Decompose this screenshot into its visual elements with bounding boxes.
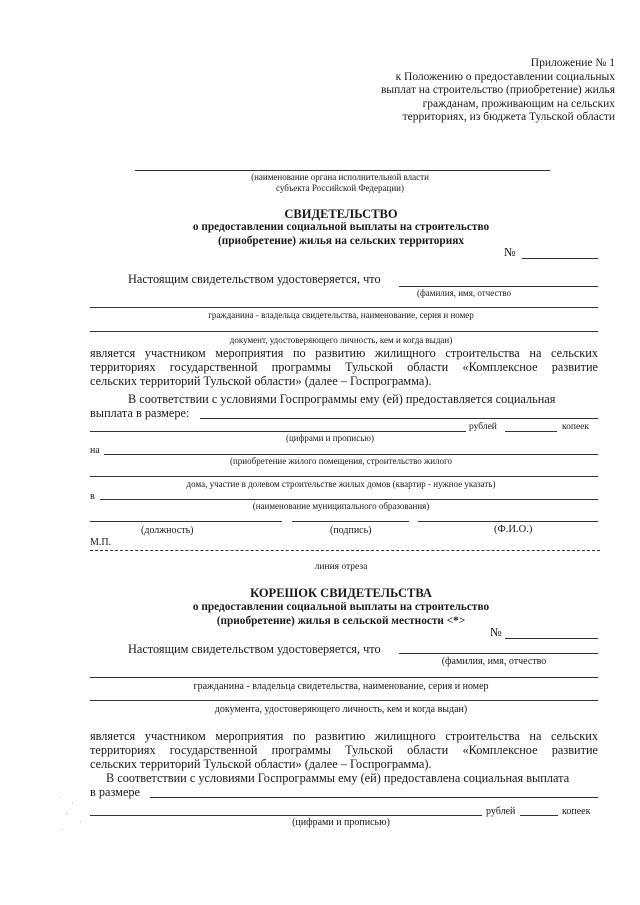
caption-purchase: (приобретение жилого помещения, строительство жилого [229,456,453,466]
kopecks-label: копеек [562,422,590,432]
na-label: на [90,445,100,456]
caption-signature: (подпись) [330,525,372,536]
stub-amount-label: в размере [90,785,141,799]
appendix-line: к Положению о предоставлении социальных [395,70,615,83]
appendix-line: Приложение № 1 [530,57,615,69]
paragraph-line: сельских территорий Тульской области» (далее – Госпрограмма). [90,374,432,389]
stub-number-field[interactable] [505,638,598,639]
caption-position: (должность) [141,525,194,536]
stub-title: КОРЕШОК СВИДЕТЕЛЬСТВА [250,586,432,600]
certificate-subtitle-2: (приобретение) жилья на сельских территориях [218,235,464,247]
paragraph-line: территориях государственной программы Тульской области «Комплексное развитие [90,360,598,375]
document-field[interactable] [90,331,598,332]
citizen-field[interactable] [90,307,598,308]
stub-rubles-label: рублей [486,806,516,817]
stub-kopecks-field[interactable] [520,815,558,816]
stub-paragraph-1 [90,729,598,772]
stub-amount-field[interactable] [150,797,598,798]
amount-field[interactable] [200,418,598,419]
amount-rubles-field[interactable] [90,431,466,432]
amount-paragraph-line-1: В соответствии с условиями Госпрограммы ему (ей) предоставляется социальная [128,392,556,406]
authority-field[interactable] [135,170,550,171]
stub-kopecks-label: копеек [562,806,591,817]
certificate-subtitle-1: о предоставлении социальной выплаты на строительство [192,221,490,233]
certificate-number-label: № [504,245,516,259]
appendix-line: территориях, из бюджета Тульской области [402,111,615,124]
stub-caption-citizen: гражданина - владельца свидетельства, наименование, серия и номер [193,681,489,692]
v-label: в [90,491,95,502]
appendix-line: гражданам, проживающим на сельских [422,97,615,110]
fio-field[interactable] [399,286,598,287]
house-field[interactable] [90,476,598,477]
kopecks-field[interactable] [505,431,557,432]
stub-subtitle-1: о предоставлении социальной выплаты на строительство [192,601,490,613]
certificate-number-field[interactable] [522,258,598,259]
stub-citizen-field[interactable] [90,677,598,678]
stub-caption-words: (цифрами и прописью) [292,817,390,828]
caption-municipality: (наименование муниципального образования) [252,501,430,511]
cut-line-label: линия отреза [314,562,368,572]
paragraph-line: является участником мероприятия по развитию жилищного строительства на сельских [90,346,598,360]
certificate-title: СВИДЕТЕЛЬСТВО [284,207,398,221]
appendix-block [300,57,615,125]
certify-text: Настоящим свидетельством удостоверяется, что [128,272,381,286]
purchase-field[interactable] [104,454,598,455]
stub-caption-fio: (фамилия, имя, отчество [441,656,547,667]
amount-paragraph-line-2: выплата в размере: [90,406,190,420]
paragraph-line: территориях государственной программы Тульской области «Комплексное развитие [90,743,598,758]
stub-amount-rubles-field[interactable] [90,815,482,816]
caption-document: документ, удостоверяющего личность, кем и когда выдан) [229,335,453,345]
stub-subtitle-2: (приобретение) жилья в сельской местности <*> [216,615,466,627]
stub-caption-document: документа, удостоверяющего личность, кем и когда выдан) [214,704,468,715]
certificate-paragraph-1 [90,346,598,389]
position-field[interactable] [90,521,282,522]
scan-specks [58,795,88,835]
municipality-field[interactable] [100,499,598,500]
appendix-line: выплат на строительство (приобретение) жилья [381,84,615,97]
rubles-label: рублей [469,422,497,432]
caption-name: (Ф.И.О.) [494,524,533,535]
paragraph-line: является участником мероприятия по развитию жилищного строительства на сельских [90,729,598,743]
cut-line-separator [90,550,600,551]
stamp-label: М.П. [90,537,112,548]
caption-citizen: гражданина - владельца свидетельства, наименование, серия и номер [208,310,474,320]
signature-field[interactable] [292,521,409,522]
caption-words: (цифрами и прописью) [285,433,375,443]
stub-fio-field[interactable] [399,653,598,654]
stub-certify-text: Настоящим свидетельством удостоверяется, что [128,642,381,656]
caption-house: дома, участие в долевом строительстве жилых домов (квартир - нужное указать) [186,479,496,489]
stub-number-label: № [490,625,502,639]
stub-amount-paragraph: В соответствии с условиями Госпрограммы ему (ей) предоставлена социальная выплата [106,771,570,785]
caption-fio: (фамилия, имя, отчество [416,288,512,298]
name-field[interactable] [418,521,598,522]
stub-document-field[interactable] [90,700,598,701]
authority-caption-1: (наименование органа исполнительной власти [251,172,429,182]
paragraph-line: сельских территорий Тульской области» (далее – Госпрограмма). [90,757,432,772]
authority-caption-2: субъекта Российской Федерации) [276,183,404,193]
